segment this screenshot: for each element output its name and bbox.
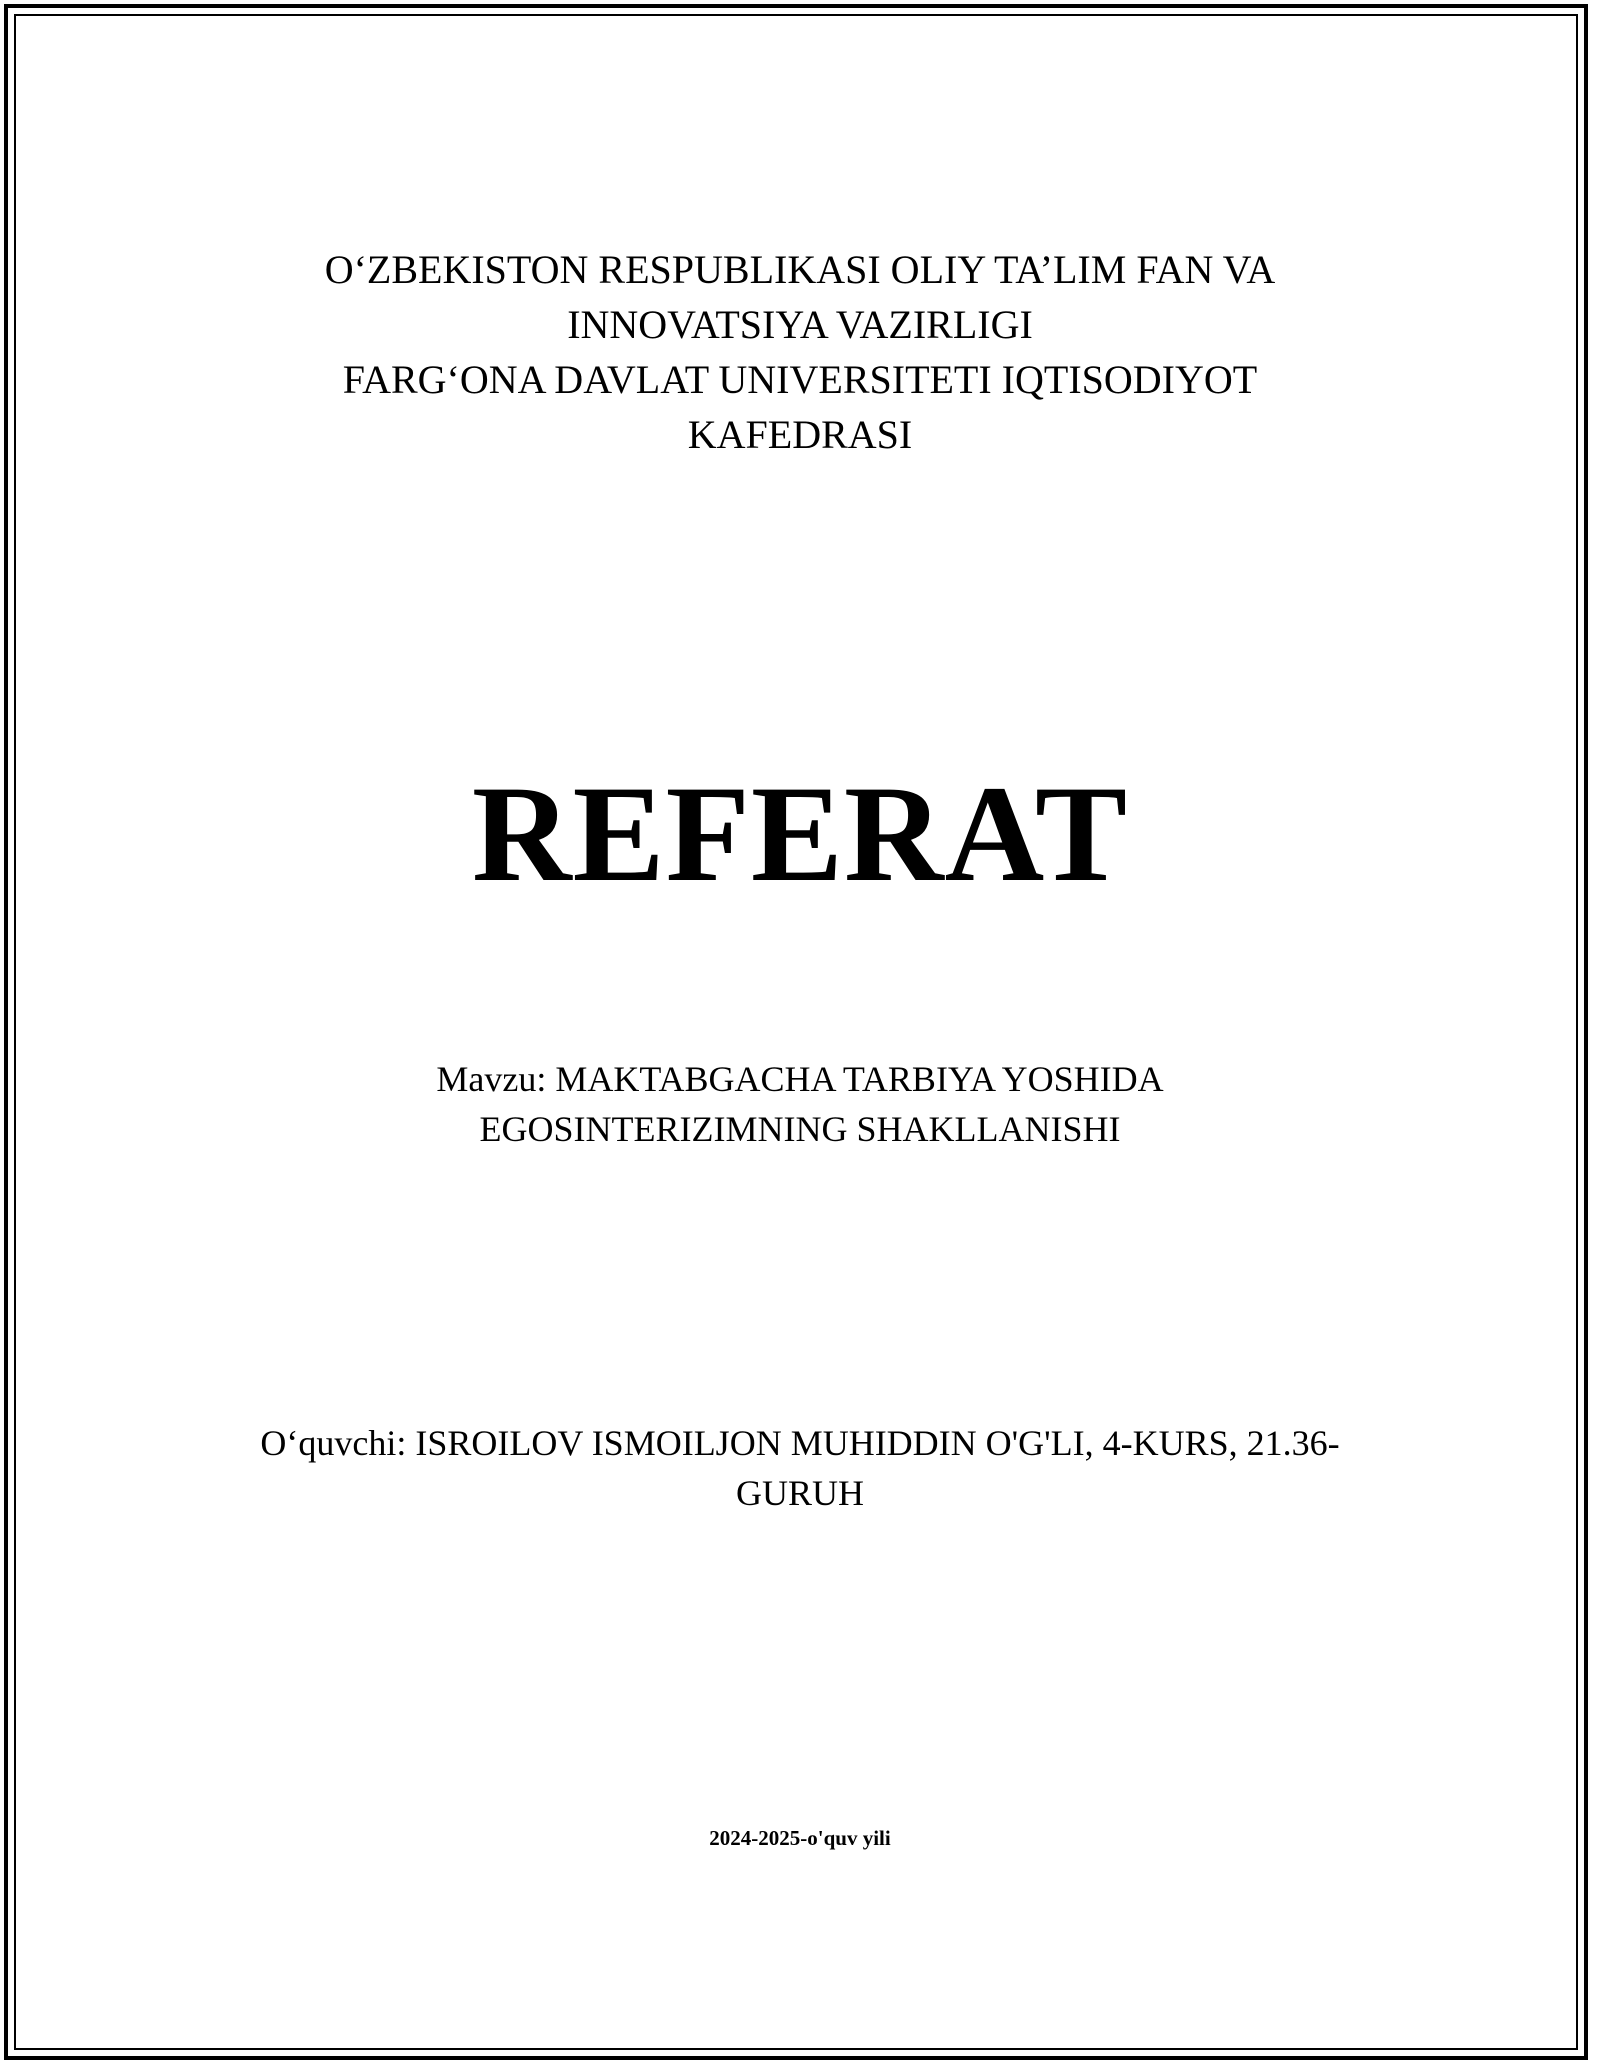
header-line-4: KAFEDRASI — [687, 412, 913, 457]
header-line-3: FARG‘ONA DAVLAT UNIVERSITETI IQTISODIYOT — [342, 357, 1258, 402]
topic-line-2: EGOSINTERIZIMNING SHAKLLANISHI — [479, 1109, 1121, 1149]
header-line-1: O‘ZBEKISTON RESPUBLIKASI OLIY TA’LIM FAN VA — [324, 247, 1276, 292]
topic-line-1: Mavzu: MAKTABGACHA TARBIYA YOSHIDA — [436, 1059, 1164, 1099]
academic-year: 2024-2025-o'quv yili — [709, 1826, 891, 1850]
document-title: REFERAT — [471, 757, 1129, 910]
student-line-1: O‘quvchi: ISROILOV ISMOILJON MUHIDDIN O'G'LI, 4-KURS, 21.36- — [260, 1423, 1340, 1463]
header-line-2: INNOVATSIYA VAZIRLIGI — [567, 302, 1033, 347]
student-line-2: GURUH — [735, 1473, 864, 1513]
